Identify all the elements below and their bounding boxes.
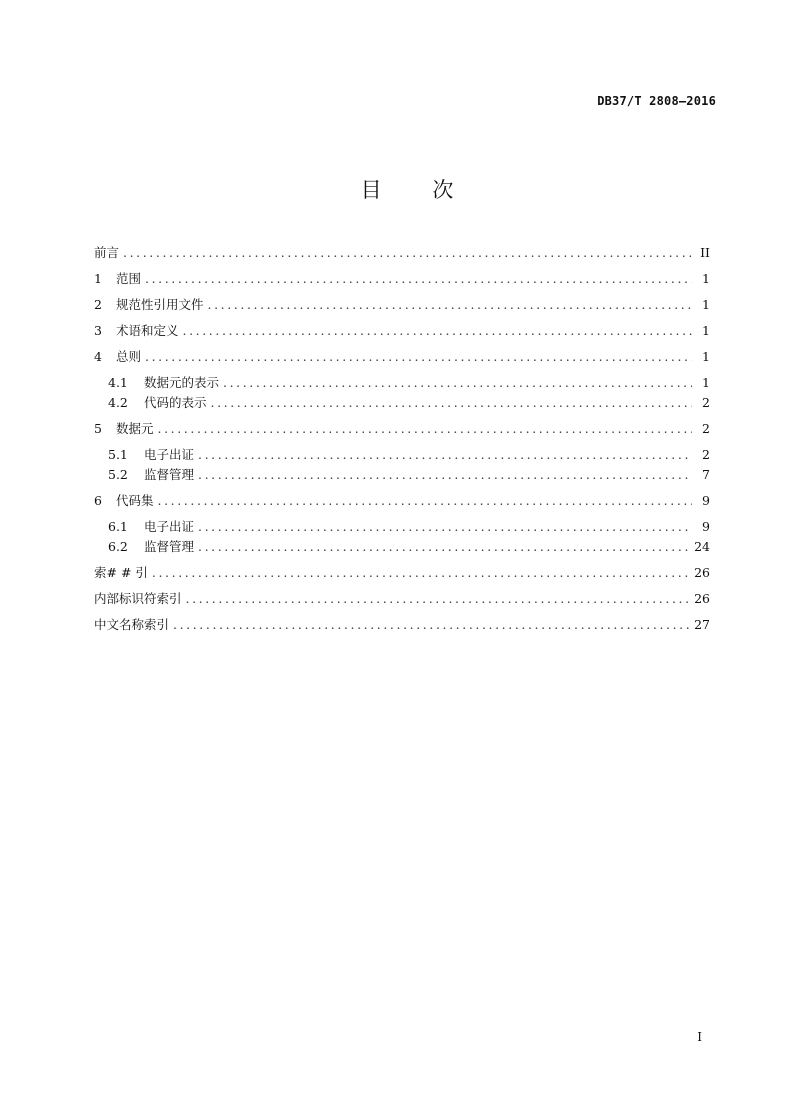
toc-entry-number: 5 [94,421,102,436]
toc-entry-2[interactable] [94,295,710,315]
toc-entry-label: 电子出证 [144,447,195,462]
footer-page-number: I [697,1030,702,1044]
toc-entry-5[interactable] [94,419,710,439]
toc-leader [145,269,692,289]
toc-entry-chinese-name-index[interactable] [94,615,710,635]
toc-entry-number: 5.1 [108,447,128,462]
toc-entry-label: 电子出证 [144,519,195,534]
toc-entry-page: 26 [694,565,710,580]
toc-entry-6-1[interactable] [94,517,710,537]
toc-entry-foreword[interactable] [94,243,710,263]
toc-leader [152,563,690,583]
toc-entry-page: 2 [702,395,710,410]
toc-entry-5-1[interactable] [94,445,710,465]
toc-entry-label: 代码的表示 [144,395,207,410]
toc-entry-page: 24 [694,539,710,554]
toc-leader [198,517,692,537]
toc-entry-3[interactable] [94,321,710,341]
toc-leader [198,465,692,485]
toc-leader [123,243,692,263]
toc-entry-number: 3 [94,323,102,338]
toc-entry-label: 规范性引用文件 [116,297,204,312]
toc-entry-page: 9 [702,519,710,534]
toc-entry-index[interactable] [94,563,710,583]
toc-leader [183,321,692,341]
toc-leader [198,537,690,557]
toc-leader [208,295,692,315]
toc-entry-page: II [700,245,710,260]
toc-entry-label: 总则 [116,349,142,364]
toc-entry-page: 1 [702,349,710,364]
toc-entry-page: 2 [702,421,710,436]
toc-leader [211,393,692,413]
toc-entry-1[interactable] [94,269,710,289]
toc-entry-number: 4.2 [108,395,128,410]
toc-entry-page: 1 [702,297,710,312]
toc-entry-label: 代码集 [116,493,154,508]
toc-entry-page: 1 [702,323,710,338]
toc-entry-label: 监督管理 [144,467,195,482]
toc-entry-4[interactable] [94,347,710,367]
standard-code: DB37/T 2808—2016 [597,94,716,108]
toc-entry-number: 4.1 [108,375,128,390]
toc-entry-number: 5.2 [108,467,128,482]
toc-entry-page: 1 [702,375,710,390]
toc-leader [198,445,692,465]
toc-entry-page: 7 [702,467,710,482]
toc-entry-label: 索# # 引 [94,565,148,580]
toc-entry-5-2[interactable] [94,465,710,485]
toc-leader [186,589,691,609]
toc-leader [173,615,690,635]
toc-entry-label: 前言 [94,245,120,260]
toc-entry-number: 1 [94,271,102,286]
toc-entry-number: 4 [94,349,102,364]
table-of-contents [94,237,710,635]
toc-entry-identifier-index[interactable] [94,589,710,609]
toc-entry-4-2[interactable] [94,393,710,413]
page-title: 目 次 [360,178,476,202]
toc-entry-number: 2 [94,297,102,312]
toc-entry-page: 9 [702,493,710,508]
toc-entry-6[interactable] [94,491,710,511]
toc-entry-6-2[interactable] [94,537,710,557]
toc-entry-4-1[interactable] [94,373,710,393]
toc-entry-page: 1 [702,271,710,286]
toc-entry-label: 范围 [116,271,142,286]
toc-entry-label: 术语和定义 [116,323,179,338]
toc-entry-label: 数据元 [116,421,154,436]
toc-entry-page: 27 [694,617,710,632]
toc-entry-page: 26 [694,591,710,606]
toc-entry-label: 监督管理 [144,539,195,554]
toc-leader [145,347,692,367]
toc-entry-page: 2 [702,447,710,462]
toc-entry-number: 6.2 [108,539,128,554]
toc-entry-label: 内部标识符索引 [94,591,182,606]
toc-entry-label: 中文名称索引 [94,617,170,632]
toc-leader [158,419,692,439]
toc-entry-label: 数据元的表示 [144,375,220,390]
toc-entry-number: 6.1 [108,519,128,534]
toc-entry-number: 6 [94,493,102,508]
toc-leader [223,373,692,393]
toc-leader [158,491,692,511]
